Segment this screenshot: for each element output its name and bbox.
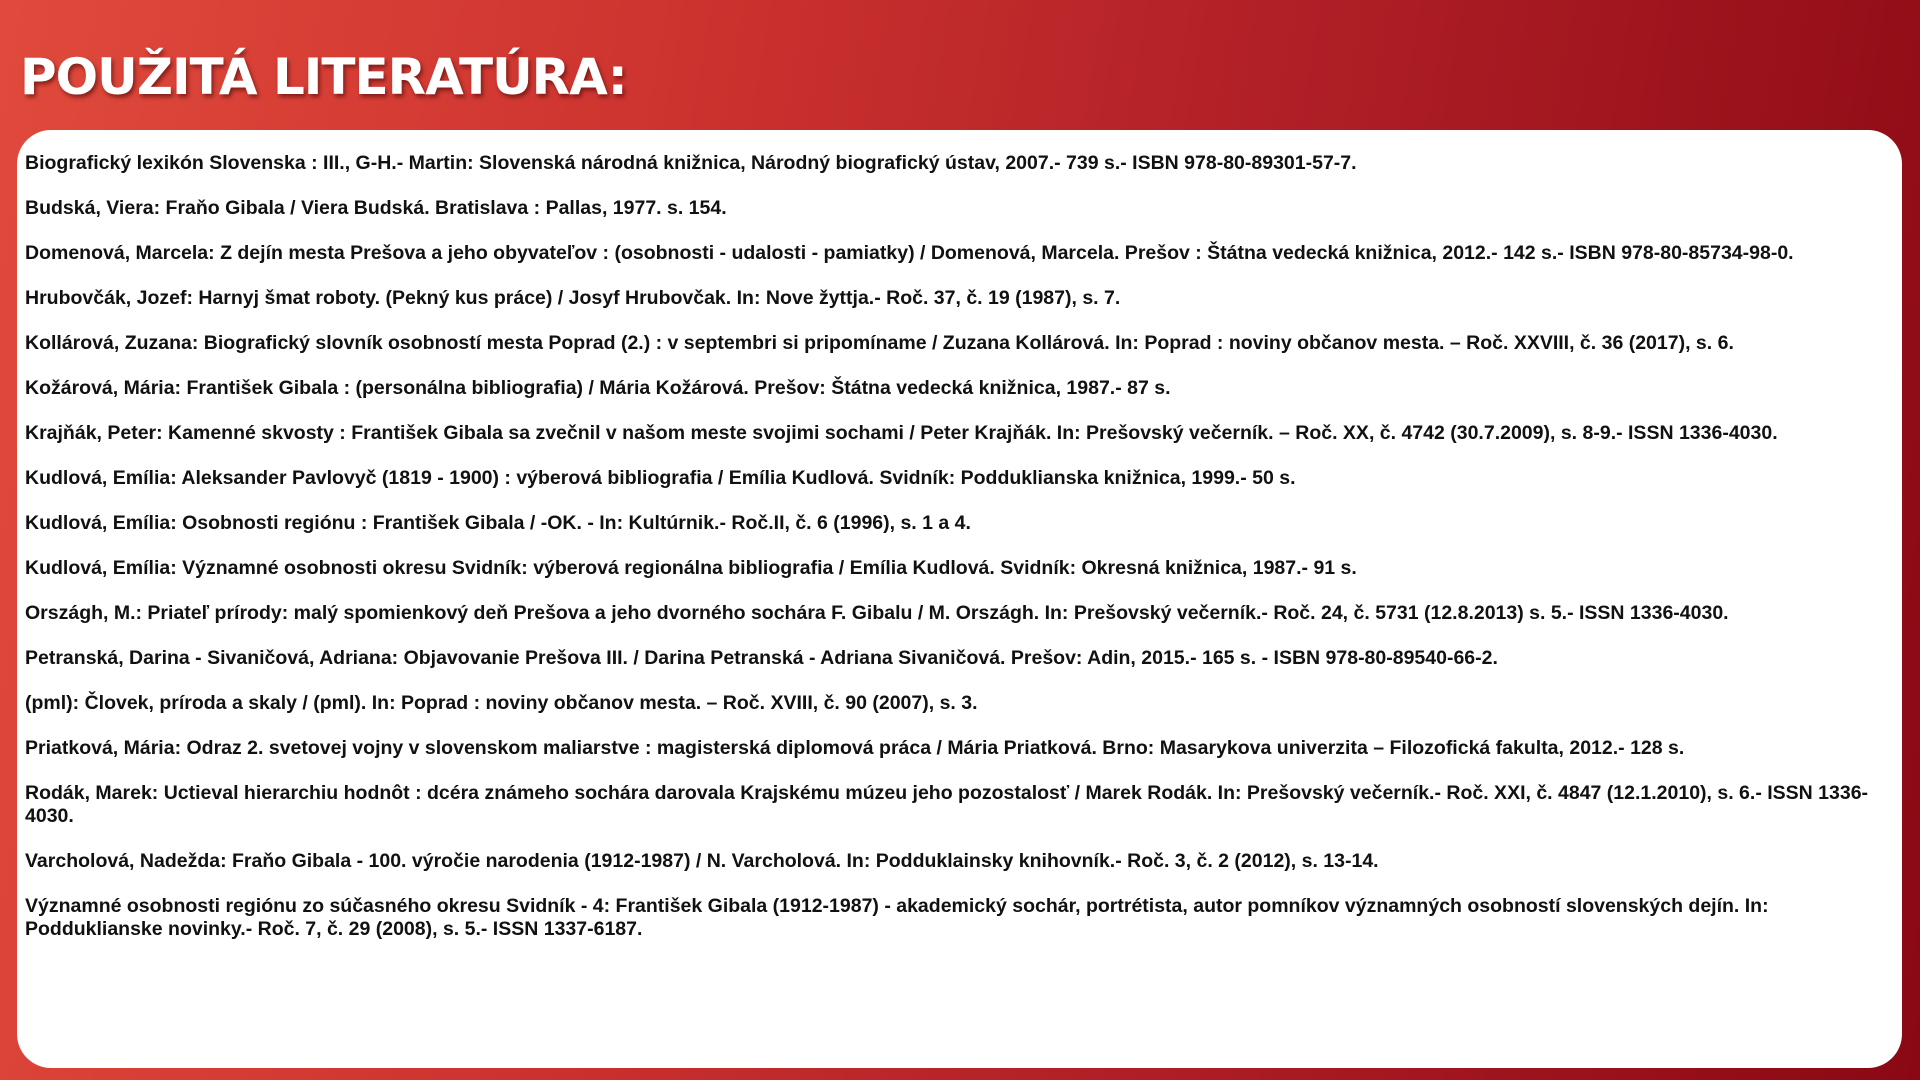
slide-title: POUŽITÁ LITERATÚRA: <box>20 48 627 106</box>
reference-item: Budská, Viera: Fraňo Gibala / Viera Budská. Bratislava : Pallas, 1977. s. 154. <box>25 197 727 219</box>
references-card <box>17 130 1902 1068</box>
reference-item: (pml): Človek, príroda a skaly / (pml). In: Poprad : noviny občanov mesta. – Roč. XVIII, č. 90 (2007), s. 3. <box>25 692 978 714</box>
reference-item: Petranská, Darina - Sivaničová, Adriana: Objavovanie Prešova III. / Darina Petranská - Adriana Sivaničová. Prešov: Adin, 2015.- 165 s. - ISBN 978-80-89540-66-2. <box>25 647 1498 669</box>
reference-item: Domenová, Marcela: Z dejín mesta Prešova a jeho obyvateľov : (osobnosti - udalosti - pamiatky) / Domenová, Marcela. Prešov : Štátna vedecká knižnica, 2012.- 142 s.- ISBN 978-80-85734-98-0. <box>25 242 1794 264</box>
reference-item: Kudlová, Emília: Osobnosti regiónu : František Gibala / -OK. - In: Kultúrnik.- Roč.II, č. 6 (1996), s. 1 a 4. <box>25 512 971 534</box>
reference-item: Biografický lexikón Slovenska : III., G-H.- Martin: Slovenská národná knižnica, Národný biografický ústav, 2007.- 739 s.- ISBN 978-80-89301-57-7. <box>25 152 1357 174</box>
reference-item: Kollárová, Zuzana: Biografický slovník osobností mesta Poprad (2.) : v septembri si pripomíname / Zuzana Kollárová. In: Poprad : noviny občanov mesta. – Roč. XXVIII, č. 36 (2017), s. 6. <box>25 332 1734 354</box>
reference-item: Országh, M.: Priateľ prírody: malý spomienkový deň Prešova a jeho dvorného sochára F. Gibalu / M. Országh. In: Prešovský večerník.- Roč. 24, č. 5731 (12.8.2013) s. 5.- ISSN 1336-4030. <box>25 602 1729 624</box>
reference-list <box>25 152 1888 941</box>
reference-item: Varcholová, Nadežda: Fraňo Gibala - 100. výročie narodenia (1912-1987) / N. Varcholová. In: Podduklainsky knihovník.- Roč. 3, č. 2 (2012), s. 13-14. <box>25 850 1379 872</box>
reference-item: Kudlová, Emília: Významné osobnosti okresu Svidník: výberová regionálna bibliografia / Emília Kudlová. Svidník: Okresná knižnica, 1987.- 91 s. <box>25 557 1357 579</box>
reference-item: Rodák, Marek: Uctieval hierarchiu hodnôt : dcéra známeho sochára darovala Krajskému múzeu jeho pozostalosť / Marek Rodák. In: Prešovský večerník.- Roč. XXI, č. 4847 (12.1.2010), s. 6.- ISSN 1336-4030. <box>25 782 1869 827</box>
reference-item: Krajňák, Peter: Kamenné skvosty : František Gibala sa zvečnil v našom meste svojimi sochami / Peter Krajňák. In: Prešovský večerník. – Roč. XX, č. 4742 (30.7.2009), s. 8-9.- ISSN 1336-4030. <box>25 422 1778 444</box>
reference-item: Kožárová, Mária: František Gibala : (personálna bibliografia) / Mária Kožárová. Prešov: Štátna vedecká knižnica, 1987.- 87 s. <box>25 377 1171 399</box>
reference-item: Kudlová, Emília: Aleksander Pavlovyč (1819 - 1900) : výberová bibliografia / Emília Kudlová. Svidník: Podduklianska knižnica, 1999.- 50 s. <box>25 467 1296 489</box>
reference-item: Významné osobnosti regiónu zo súčasného okresu Svidník - 4: František Gibala (1912-1987) - akademický sochár, portrétista, autor pomníkov významných osobností slovenských dejín. In: Podduklianske novinky.- Roč. 7, č. 29 (2008), s. 5.- ISSN 1337-6187. <box>25 895 1769 940</box>
reference-item: Priatková, Mária: Odraz 2. svetovej vojny v slovenskom maliarstve : magisterská diplomová práca / Mária Priatková. Brno: Masarykova univerzita – Filozofická fakulta, 2012.- 128 s. <box>25 737 1685 759</box>
reference-item: Hrubovčák, Jozef: Harnyj šmat roboty. (Pekný kus práce) / Josyf Hrubovčak. In: Nove žyttja.- Roč. 37, č. 19 (1987), s. 7. <box>25 287 1121 309</box>
